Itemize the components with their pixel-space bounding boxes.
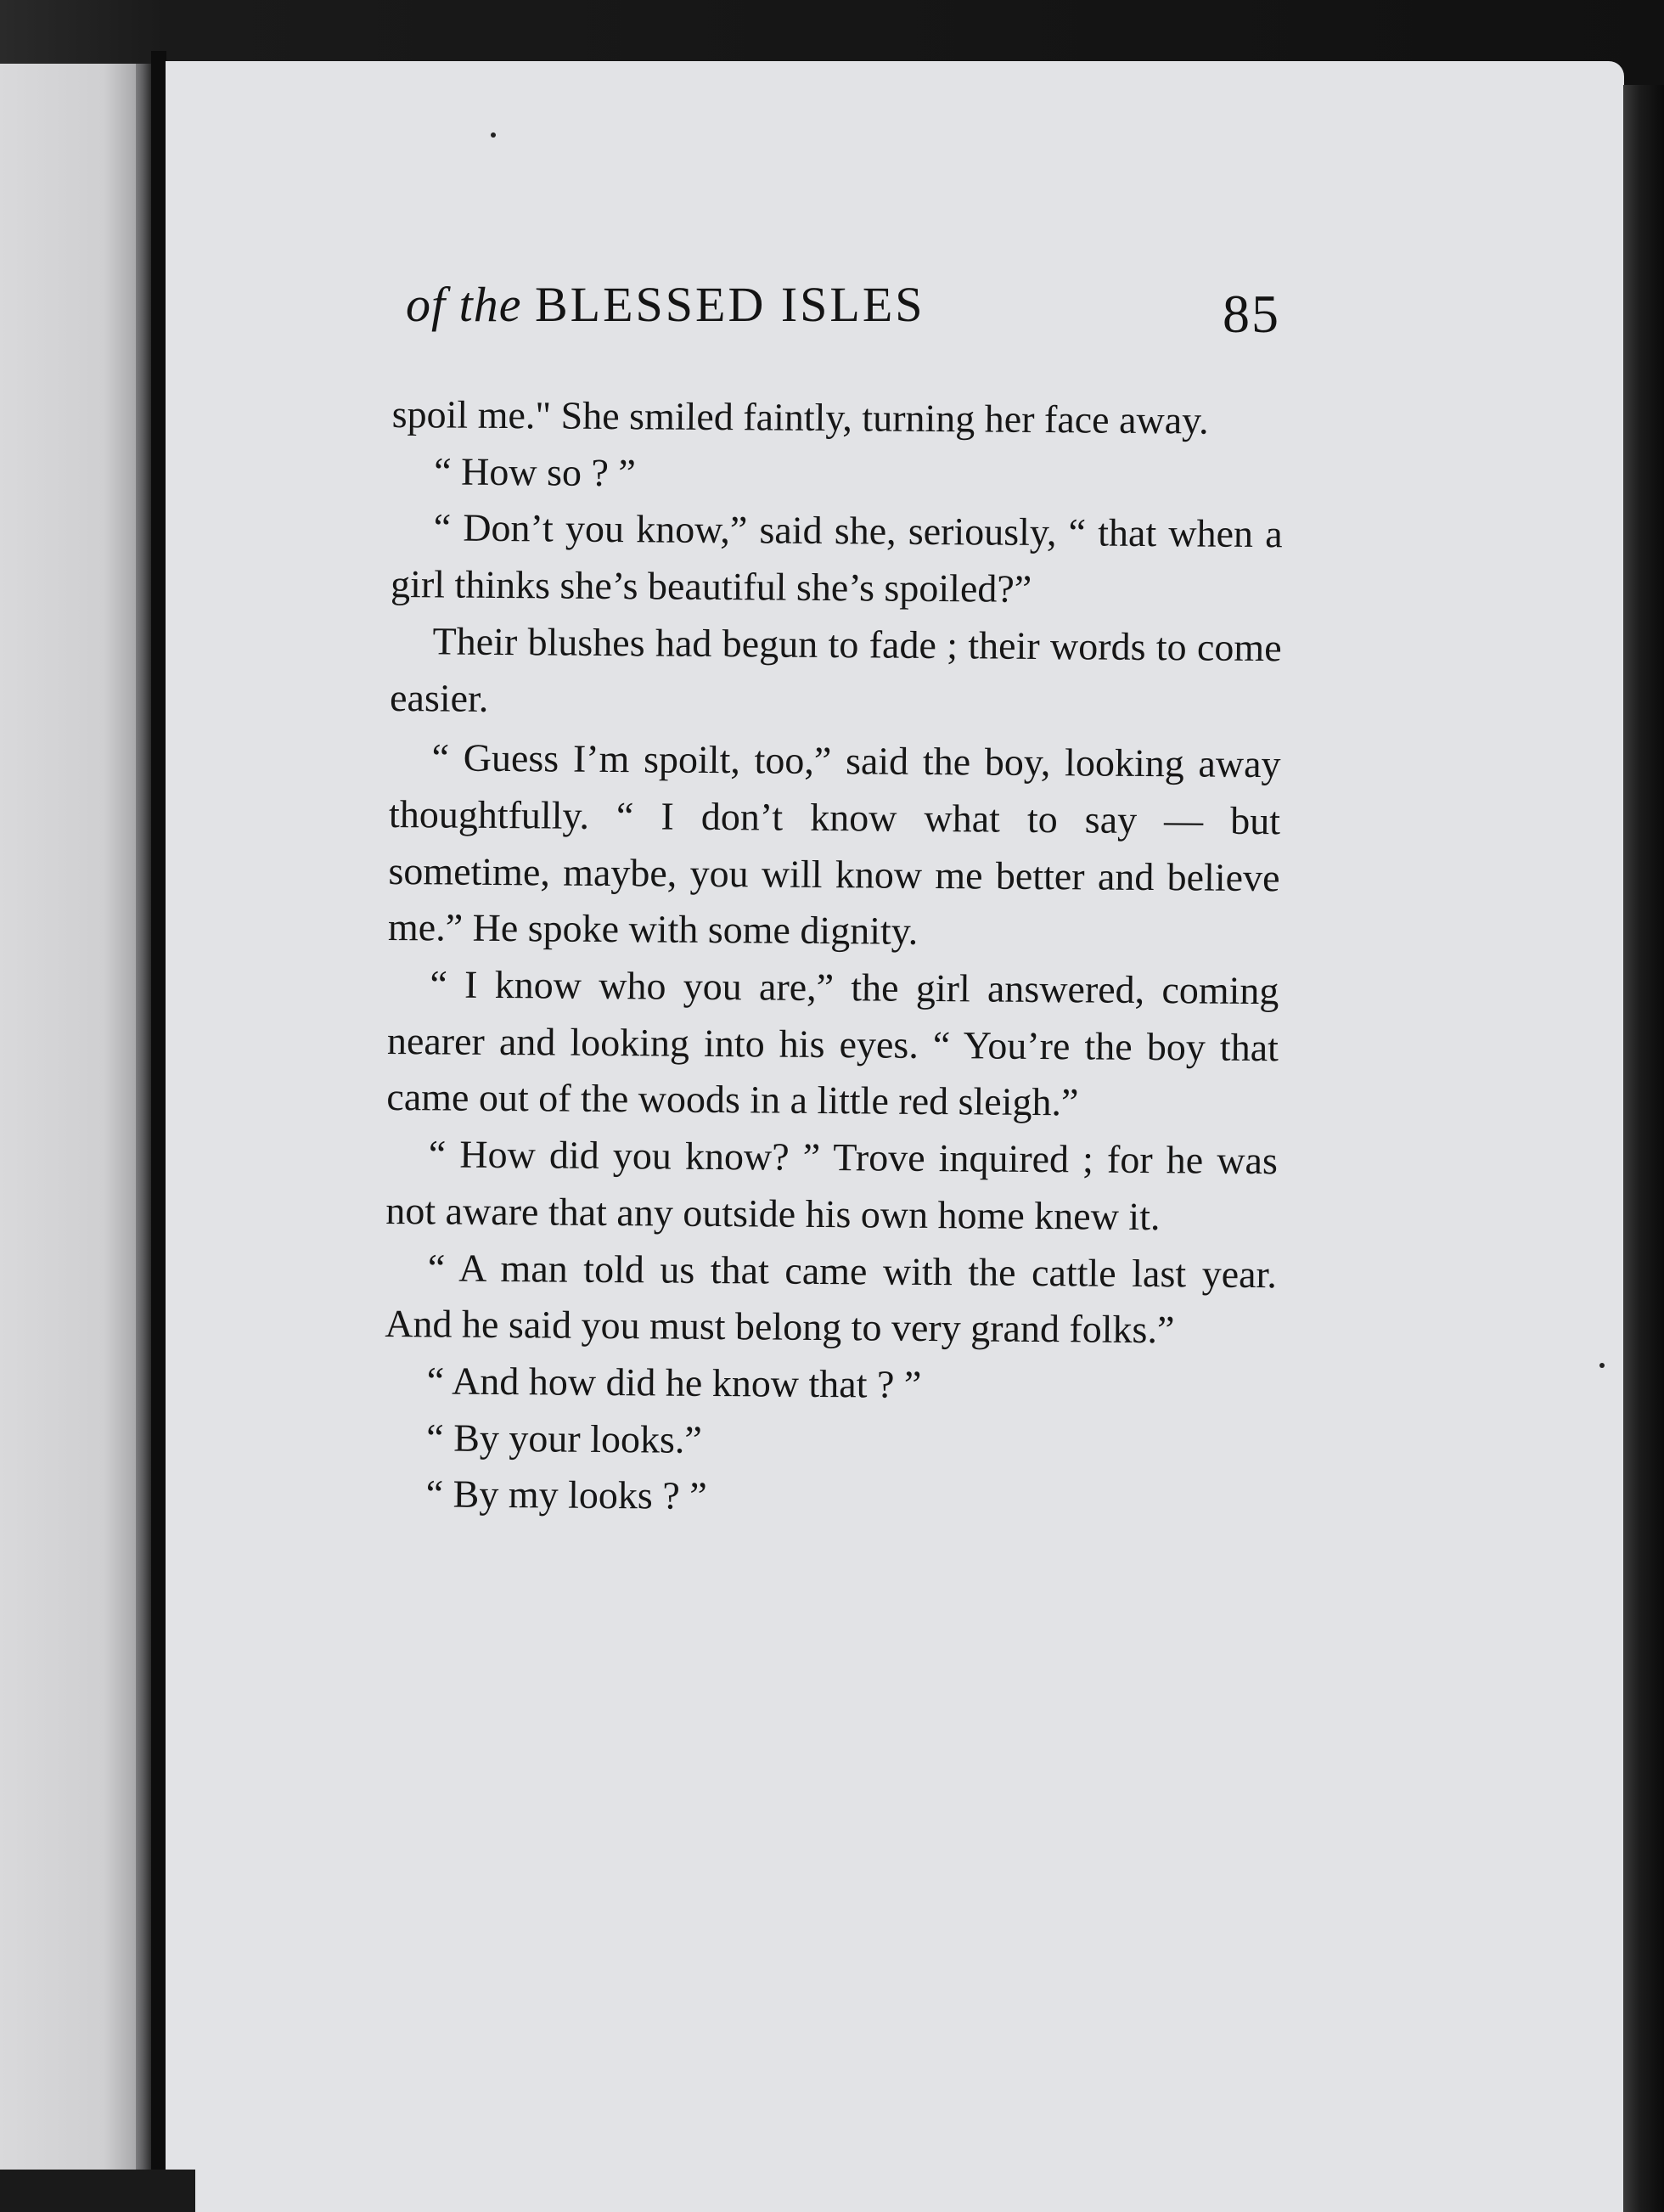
paragraph: “ I know who you are,” the girl answered, coming nearer and looking into his eyes. “ You’re the boy that came out of the woods in a little red sleigh.” [386,962,1279,1124]
paragraph: “ How so ? ” [434,449,637,494]
paragraph: “ By your looks.” [426,1416,702,1461]
paragraph: “ A man told us that came with the cattle last year. And he said you must belong to very grand folks.” [385,1245,1278,1352]
paragraph: “ How did you know? ” Trove inquired ; for he was not aware that any outside his own home knew it. [385,1132,1279,1238]
book-gutter [151,51,166,2212]
paragraph: “ By my looks ? ” [425,1472,707,1518]
running-head-title: BLESSED ISLES [534,277,925,332]
speck-mark [491,132,496,138]
paragraph: spoil me." She smiled faintly, turning her face away. [391,391,1209,442]
scan-corner [0,2170,195,2212]
facing-page-edge [0,64,149,2212]
page-header [406,276,1297,344]
running-head [406,276,925,333]
facing-page-shadow [136,64,151,2212]
running-head-prefix: of the [406,277,522,332]
paragraph: Their blushes had begun to fade ; their words to come easier. [389,619,1282,720]
body-text [383,386,1283,1529]
paragraph: “ Guess I’m spoilt, too,” said the boy, looking away thoughtfully. “ I don’t know what to say — but sometime, maybe, you will know me better and believe me.” He spoke with some dignity. [387,735,1281,954]
speck-mark [1599,1363,1605,1368]
paragraph: “ And how did he know that ? ” [426,1359,922,1406]
page-number: 85 [1223,284,1280,344]
paragraph: “ Don’t you know,” said she, seriously, “ that when a girl thinks she’s beautiful she’s spoiled?” [390,505,1283,611]
page-right-edge [1623,85,1664,2212]
